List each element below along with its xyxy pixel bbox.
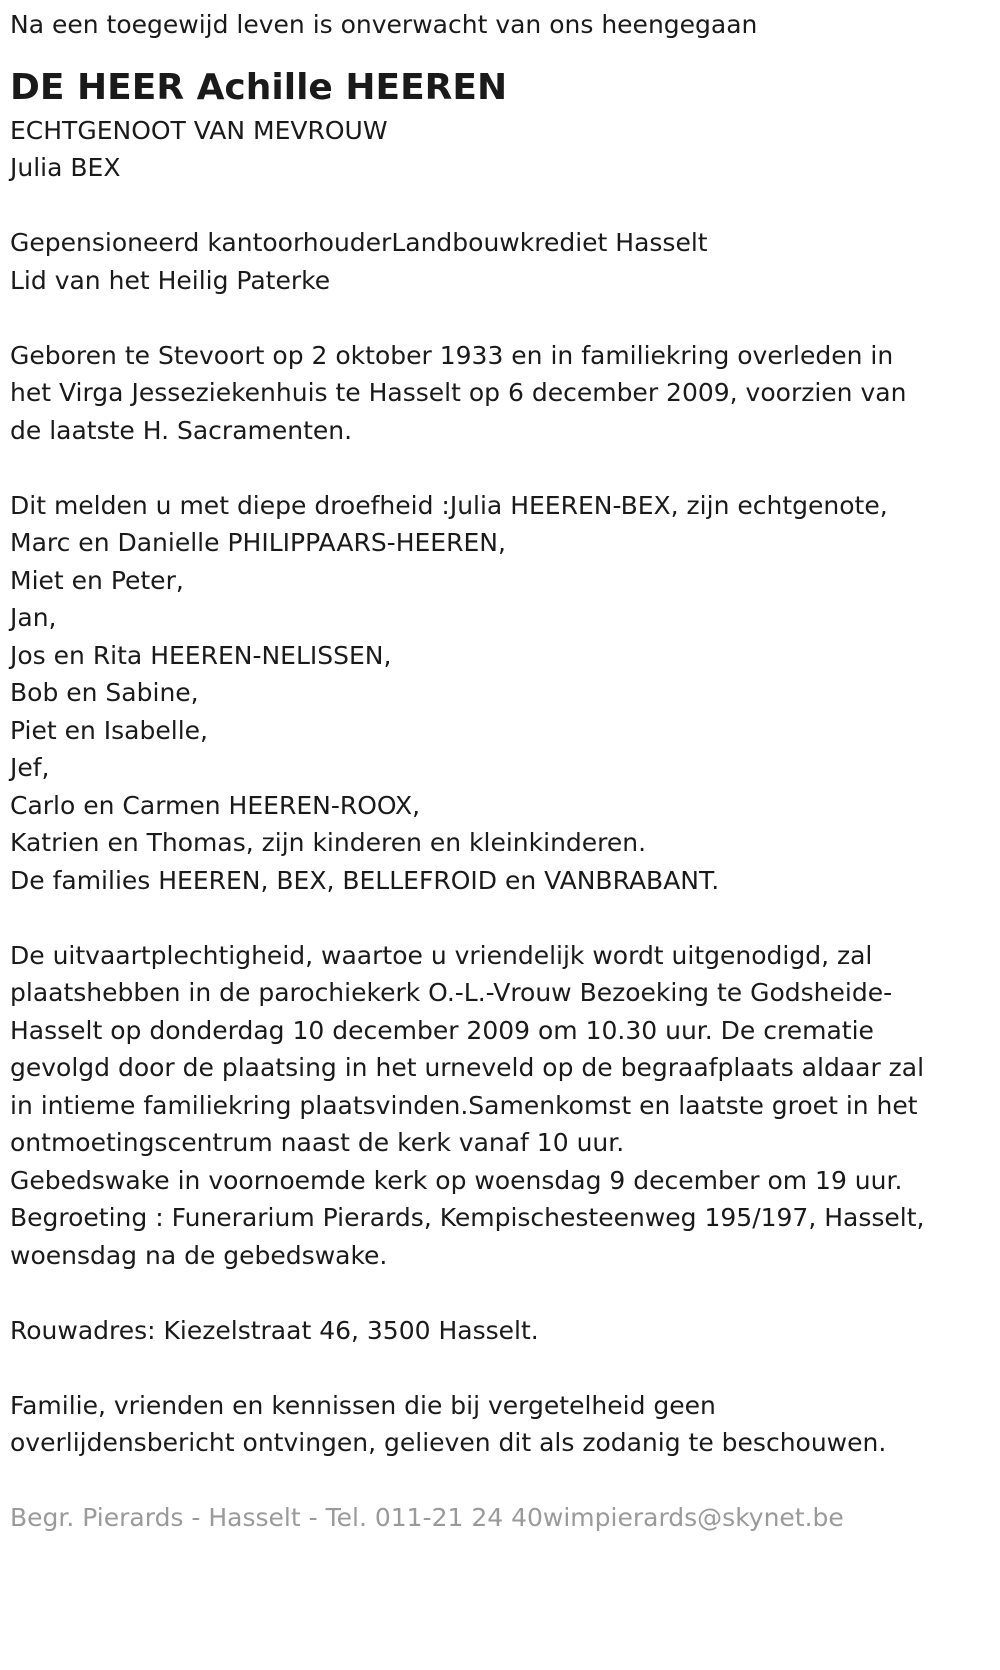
spouse-name: Julia BEX (10, 153, 121, 182)
paragraph-line: Geboren te Stevoort op 2 oktober 1933 en in familiekring overleden in (10, 340, 894, 370)
family-line: Miet en Peter, (10, 565, 184, 595)
spacer (10, 899, 990, 937)
birth-death-paragraph (10, 337, 990, 450)
paragraph-line: in intieme familiekring plaatsvinden.Samenkomst en laatste groet in het (10, 1090, 918, 1120)
spacer (10, 1462, 990, 1500)
spacer (10, 1349, 990, 1387)
closing-paragraph (10, 1387, 990, 1462)
family-line: Dit melden u met diepe droefheid :Julia HEEREN-BEX, zijn echtgenote, (10, 490, 888, 520)
paragraph-line: woensdag na de gebedswake. (10, 1240, 388, 1270)
spacer (10, 299, 990, 337)
paragraph-line: het Virga Jesseziekenhuis te Hasselt op 6 december 2009, voorzien van (10, 378, 907, 407)
family-line: Bob en Sabine, (10, 678, 199, 707)
family-line: Marc en Danielle PHILIPPAARS-HEEREN, (10, 528, 506, 557)
paragraph-line: Hasselt op donderdag 10 december 2009 om 10.30 uur. De crematie (10, 1015, 874, 1045)
paragraph-line: Begroeting : Funerarium Pierards, Kempischesteenweg 195/197, Hasselt, (10, 1203, 925, 1232)
paragraph-line: ontmoetingscentrum naast de kerk vanaf 10 uur. (10, 1128, 625, 1157)
spouse-label: ECHTGENOOT VAN MEVROUW (10, 115, 388, 145)
paragraph-line: De uitvaartplechtigheid, waartoe u vriendelijk wordt uitgenodigd, zal (10, 940, 873, 970)
deceased-name: DE HEER Achille HEEREN (10, 66, 508, 108)
family-line: Carlo en Carmen HEEREN-ROOX, (10, 790, 421, 820)
paragraph-line: Familie, vrienden en kennissen die bij vergetelheid geen (10, 1390, 716, 1420)
paragraph-line: overlijdensbericht ontvingen, gelieven dit als zodanig te beschouwen. (10, 1428, 887, 1457)
family-line: Jef, (10, 753, 50, 782)
family-line: Jos en Rita HEEREN-NELISSEN, (10, 640, 392, 670)
paragraph-line: Gebedswake in voornoemde kerk op woensdag 9 december om 19 uur. (10, 1165, 903, 1195)
family-line: De families HEEREN, BEX, BELLEFROID en VANBRABANT. (10, 865, 720, 895)
spacer (10, 1274, 990, 1312)
family-line: Katrien en Thomas, zijn kinderen en kleinkinderen. (10, 828, 647, 857)
funeral-paragraph (10, 937, 990, 1275)
family-list (10, 487, 990, 900)
paragraph-line: gevolgd door de plaatsing in het urneveld op de begraafplaats aldaar zal (10, 1053, 925, 1082)
funeral-home-footer: Begr. Pierards - Hasselt - Tel. 011-21 24 40wimpierards@skynet.be (10, 1503, 844, 1532)
paragraph-line: plaatshebben in de parochiekerk O.-L.-Vrouw Bezoeking te Godsheide- (10, 978, 893, 1007)
mourning-address: Rouwadres: Kiezelstraat 46, 3500 Hasselt. (10, 1315, 539, 1345)
intro-text: Na een toegewijd leven is onverwacht van ons heengegaan (10, 10, 758, 39)
membership: Lid van het Heilig Paterke (10, 265, 331, 295)
spacer (10, 449, 990, 487)
family-line: Piet en Isabelle, (10, 715, 208, 745)
paragraph-line: de laatste H. Sacramenten. (10, 415, 353, 445)
occupation: Gepensioneerd kantoorhouderLandbouwkrediet Hasselt (10, 228, 708, 257)
family-line: Jan, (10, 603, 57, 632)
spacer (10, 187, 990, 225)
